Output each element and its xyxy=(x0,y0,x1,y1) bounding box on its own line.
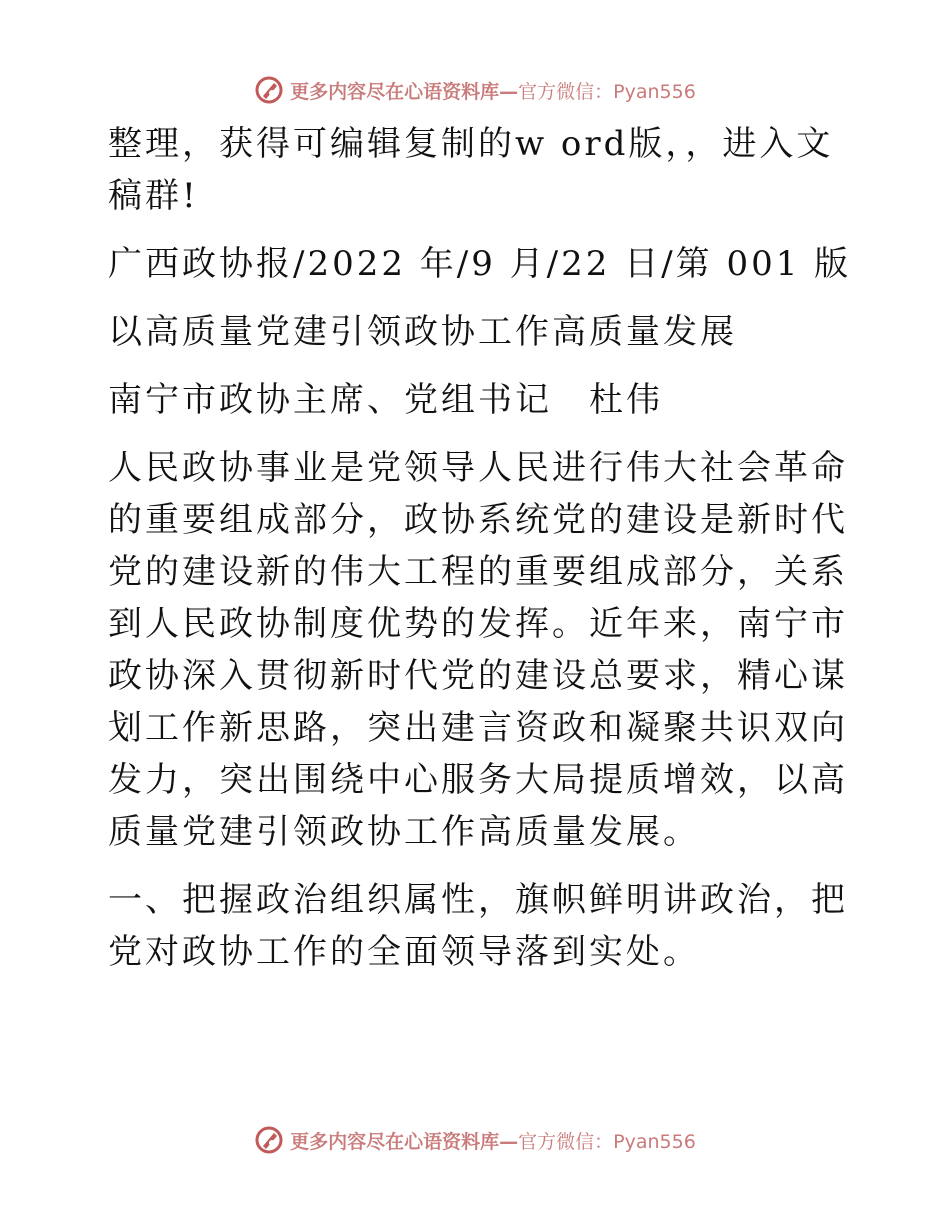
watermark-main-text: 更多内容尽在心语资料库— xyxy=(290,1130,519,1153)
section-heading: 一、把握政治组织属性，旗帜鲜明讲政治，把党对政协工作的全面领导落到实处。 xyxy=(108,880,848,972)
watermark-main-text: 更多内容尽在心语资料库— xyxy=(290,80,519,103)
watermark-wechat-text: 官方微信：Pyan556 xyxy=(518,80,696,103)
article-title: 以高质量党建引领政协工作高质量发展 xyxy=(108,312,737,352)
header-watermark-banner xyxy=(0,70,950,110)
body-paragraph: 人民政协事业是党领导人民进行伟大社会革命的重要组成部分，政协系统党的建设是新时代党的建设新的伟大工程的重要组成部分，关系到人民政协制度优势的发挥。近年来，南宁市政协深入贯彻新时代党的建设总要求，精心谋划工作新思路，突出建言资政和凝聚共识双向发力，突出围绕中心服务大局提质增效，以高质量党建引领政协工作高质量发展。 xyxy=(108,448,848,852)
pen-heart-logo-icon xyxy=(254,75,284,105)
author-line: 南宁市政协主席、党组书记 杜伟 xyxy=(108,380,663,420)
pen-heart-logo-icon xyxy=(254,1125,284,1155)
intro-note: 整理，获得可编辑复制的w ord版，，进入文稿群! xyxy=(108,124,834,216)
watermark-text xyxy=(290,77,696,104)
footer-watermark-banner xyxy=(0,1120,950,1160)
watermark-wechat-text: 官方微信：Pyan556 xyxy=(518,1130,696,1153)
document-body xyxy=(96,118,856,994)
source-line: 广西政协报/2022 年/9 月/22 日/第 001 版 xyxy=(108,244,852,284)
watermark-text xyxy=(290,1127,696,1154)
